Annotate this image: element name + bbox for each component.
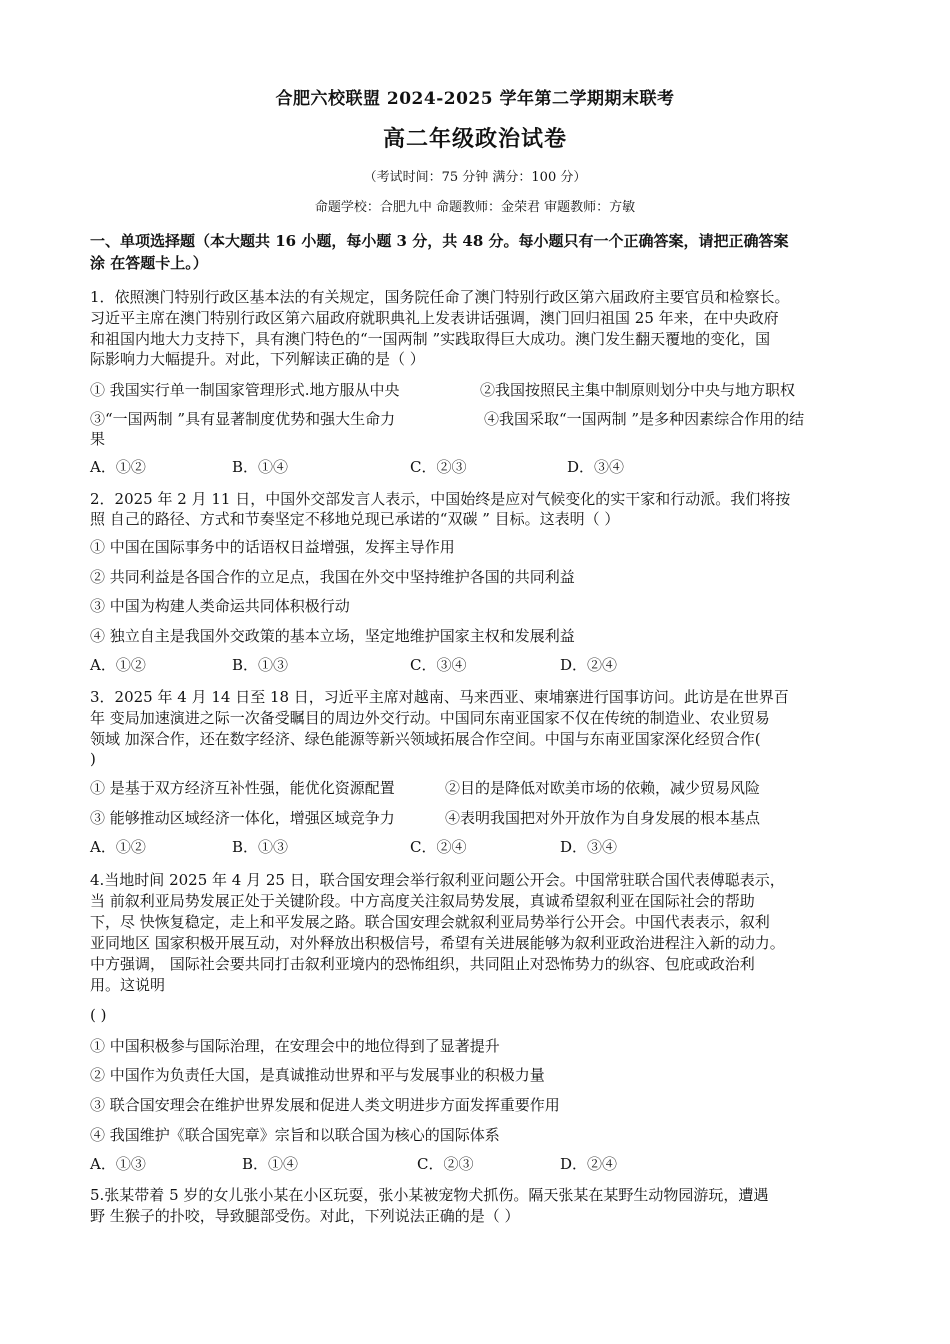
q4-option-d: D．②④ bbox=[560, 1155, 618, 1173]
q1-statement-4: ④我国采取“一国两制 ”是多种因素综合作用的结 bbox=[484, 410, 805, 428]
q3-statement-3: ③ 能够推动区域经济一体化，增强区域竞争力 bbox=[90, 809, 395, 827]
q3-option-b: B．①③ bbox=[232, 838, 289, 856]
q4-statement-2: ② 中国作为负责任大国，是真诚推动世界和平与发展事业的积极力量 bbox=[90, 1066, 545, 1084]
q3-stem-line: 年 变局加速演进之际一次备受瞩目的周边外交行动。中国同东南亚国家不仅在传统的制造业、农业贸易 bbox=[90, 709, 770, 727]
q2-option-d: D．②④ bbox=[560, 656, 618, 674]
q4-statement-3: ③ 联合国安理会在维护世界发展和促进人类文明进步方面发挥重要作用 bbox=[90, 1096, 560, 1114]
q4-stem-line: 下，尽 快恢复稳定，走上和平发展之路。联合国安理会就叙利亚局势举行公开会。中国代表表示，叙利 bbox=[90, 913, 770, 931]
q2-option-c: C．③④ bbox=[410, 656, 467, 674]
q1-option-c: C．②③ bbox=[410, 458, 467, 476]
q1-stem-line: 际影响力大幅提升。对此，下列解读正确的是（ ） bbox=[90, 350, 425, 368]
q4-stem-line: 用。这说明 bbox=[90, 976, 166, 994]
q2-stem-line: 2．2025 年 2 月 11 日，中国外交部发言人表示，中国始终是应对气候变化的实干家和行动派。我们将按 bbox=[90, 490, 791, 508]
q1-statement-2: ②我国按照民主集中制原则划分中央与地方职权 bbox=[480, 381, 796, 399]
q3-option-c: C．②④ bbox=[410, 838, 467, 856]
q4-stem-line: ( ) bbox=[90, 1006, 107, 1024]
q3-stem-line: 领域 加深合作，还在数字经济、绿色能源等新兴领域拓展合作空间。中国与东南亚国家深化经贸合作( bbox=[90, 730, 761, 748]
q2-stem-line: 照 自己的路径、方式和节奏坚定不移地兑现已承诺的“双碳 ” 目标。这表明（ ） bbox=[90, 510, 620, 528]
q4-option-b: B．①④ bbox=[242, 1155, 299, 1173]
q3-stem-line: 3．2025 年 4 月 14 日至 18 日，习近平主席对越南、马来西亚、柬埔寨进行国事访问。此访是在世界百 bbox=[90, 688, 789, 706]
authors-line: 命题学校：合肥九中 命题教师：金荣君 审题教师：方敏 bbox=[314, 200, 636, 215]
exam-title: 合肥六校联盟 2024-2025 学年第二学期期末联考 bbox=[275, 89, 675, 109]
q4-stem-line: 亚同地区 国家积极开展互动，对外释放出积极信号，希望有关进展能够为叙利亚政治进程注入新的动力。 bbox=[90, 934, 785, 952]
q2-option-a: A．①② bbox=[90, 656, 146, 674]
q2-statement-2: ② 共同利益是各国合作的立足点，我国在外交中坚持维护各国的共同利益 bbox=[90, 568, 575, 586]
q1-statement-4-cont: 果 bbox=[90, 430, 106, 448]
q1-stem-line: 1．依照澳门特别行政区基本法的有关规定，国务院任命了澳门特别行政区第六届政府主要官员和检察长。 bbox=[90, 288, 790, 306]
q5-stem-line: 野 生猴子的扑咬，导致腿部受伤。对此，下列说法正确的是（ ） bbox=[90, 1207, 520, 1225]
q3-statement-2: ②目的是降低对欧美市场的依赖，减少贸易风险 bbox=[445, 779, 761, 797]
q1-statement-3: ③“一国两制 ”具有显著制度优势和强大生命力 bbox=[90, 410, 396, 428]
q5-stem-line: 5.张某带着 5 岁的女儿张小某在小区玩耍，张小某被宠物犬抓伤。隔天张某在某野生动物园游玩，遭遇 bbox=[90, 1186, 769, 1204]
q4-stem-line: 当 前叙利亚局势发展正处于关键阶段。中方高度关注叙局势发展，真诚希望叙利亚在国际社会的帮助 bbox=[90, 892, 755, 910]
q1-option-a: A．①② bbox=[90, 458, 146, 476]
q4-statement-1: ① 中国积极参与国际治理，在安理会中的地位得到了显著提升 bbox=[90, 1037, 500, 1055]
q1-stem-line: 和祖国内地大力支持下，具有澳门特色的“一国两制 ”实践取得巨大成功。澳门发生翻天覆地的变化，国 bbox=[90, 330, 771, 348]
q1-option-d: D．③④ bbox=[567, 458, 625, 476]
q3-statement-4: ④表明我国把对外开放作为自身发展的根本基点 bbox=[445, 809, 761, 827]
q4-option-c: C．②③ bbox=[417, 1155, 474, 1173]
q4-stem-line: 4.当地时间 2025 年 4 月 25 日，联合国安理会举行叙利亚问题公开会。中国常驻联合国代表傅聪表示， bbox=[90, 871, 785, 889]
q2-statement-4: ④ 独立自主是我国外交政策的基本立场，坚定地维护国家主权和发展利益 bbox=[90, 627, 575, 645]
q4-statement-4: ④ 我国维护《联合国宪章》宗旨和以联合国为核心的国际体系 bbox=[90, 1126, 500, 1144]
subject-title: 高二年级政治试卷 bbox=[382, 126, 567, 152]
q4-stem-line: 中方强调， 国际社会要共同打击叙利亚境内的恐怖组织，共同阻止对恐怖势力的纵容、包庇或政治利 bbox=[90, 955, 755, 973]
section-heading-cont: 涂 在答题卡上。） bbox=[90, 254, 208, 272]
q2-option-b: B．①③ bbox=[232, 656, 289, 674]
q1-option-b: B．①④ bbox=[232, 458, 289, 476]
q3-stem-line: ) bbox=[90, 750, 96, 768]
q3-statement-1: ① 是基于双方经济互补性强，能优化资源配置 bbox=[90, 779, 395, 797]
q3-option-d: D．③④ bbox=[560, 838, 618, 856]
q2-statement-1: ① 中国在国际事务中的话语权日益增强，发挥主导作用 bbox=[90, 538, 455, 556]
q3-option-a: A．①② bbox=[90, 838, 146, 856]
q1-stem-line: 习近平主席在澳门特别行政区第六届政府就职典礼上发表讲话强调，澳门回归祖国 25 年来，在中央政府 bbox=[90, 309, 779, 327]
q2-statement-3: ③ 中国为构建人类命运共同体积极行动 bbox=[90, 597, 350, 615]
exam-info: （考试时间：75 分钟 满分：100 分） bbox=[363, 170, 587, 185]
q1-statement-1: ① 我国实行单一制国家管理形式.地方服从中央 bbox=[90, 381, 400, 399]
q4-option-a: A．①③ bbox=[90, 1155, 146, 1173]
section-heading: 一、单项选择题（本大题共 16 小题，每小题 3 分，共 48 分。每小题只有一个正确答案，请把正确答案 bbox=[90, 232, 789, 250]
